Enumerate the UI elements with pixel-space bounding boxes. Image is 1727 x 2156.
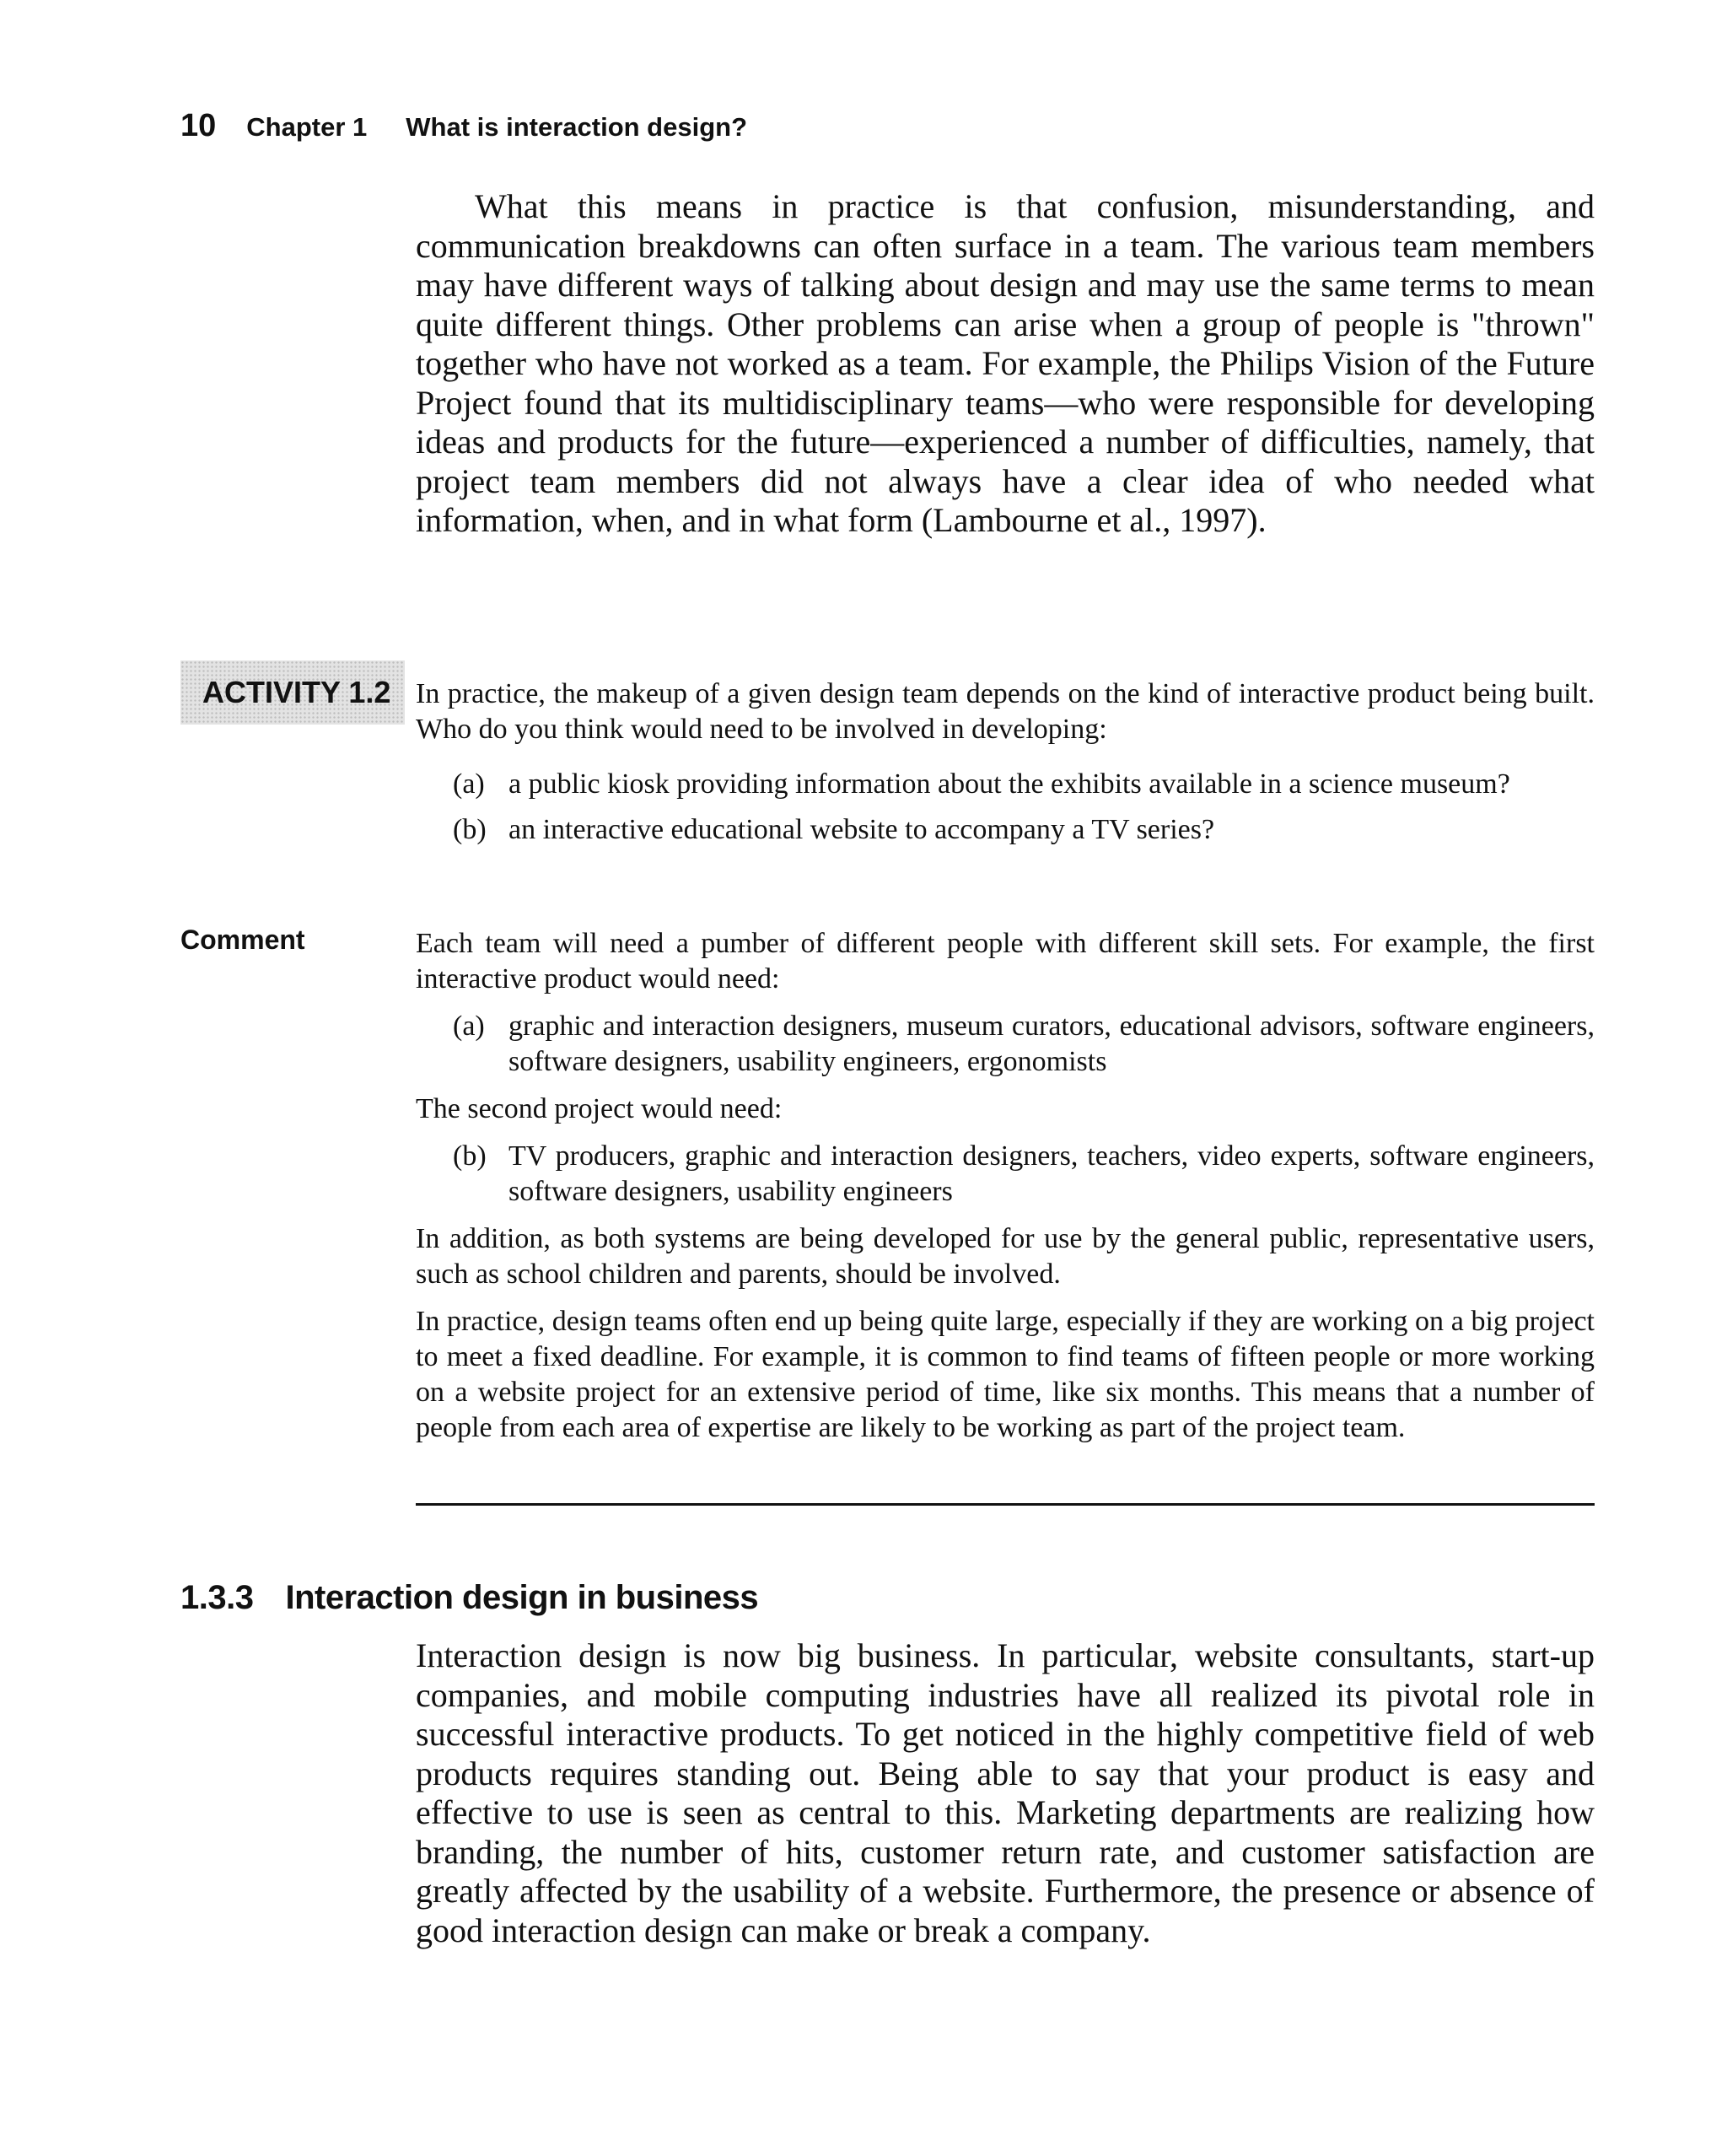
comment-paragraph: In practice, design teams often end up being quite large, especially if they are working on a big project to meet a fixed deadline. For example, it is common to find teams of fifteen people or more working on a website project for an extensive period of time, like six months. This means that a number of people from each area of expertise are likely to be working as part of the project team. [416, 1306, 1595, 1443]
list-item-text: TV producers, graphic and interaction designers, teachers, video experts, software engineers, software designers, usability engineers [508, 1140, 1595, 1207]
intro-paragraph: What this means in practice is that confusion, misunderstanding, and communication breakdowns can often surface in a team. The various team members may have different ways of talking about design and may use the same terms to mean quite different things. Other problems can arise when a group of people is "thrown" together who have not worked as a team. For example, the Philips Vision of the Future Project found that its multidisciplinary teams—who were responsible for developing ideas and products for the future—experienced a number of difficulties, namely, that project team members did not always have a clear idea of who needed what information, when, and in what form (Lambourne et al., 1997). [416, 187, 1595, 539]
section-number: 1.3.3 [180, 1579, 254, 1616]
list-item [453, 767, 1595, 802]
list-marker: (b) [453, 814, 487, 845]
comment-label: Comment [180, 924, 305, 955]
activity-label: ACTIVITY 1.2 [180, 660, 405, 725]
list-item [453, 1139, 1595, 1210]
list-item-text: graphic and interaction designers, museum curators, educational advisors, software engineers, software designers, usability engineers, ergonomists [508, 1011, 1595, 1077]
list-item [453, 812, 1595, 848]
chapter-label: Chapter 1 [246, 112, 368, 142]
list-item-text: a public kiosk providing information about the exhibits available in a science museum? [508, 768, 1510, 800]
list-marker: (a) [453, 1011, 485, 1042]
list-marker: (b) [453, 1140, 487, 1172]
comment-intro: Each team will need a pumber of different people with different skill sets. For example, the first interactive product would need: [416, 928, 1595, 994]
comment-list-a [453, 1009, 1595, 1080]
activity-text: In practice, the makeup of a given design team depends on the kind of interactive product being built. Who do you think would need to be involved in developing: [416, 678, 1595, 745]
running-header [180, 108, 747, 144]
page-number: 10 [180, 108, 217, 143]
section-paragraph: Interaction design is now big business. In particular, website consultants, start-up companies, and mobile computing industries have all realized its pivotal role in successful interactive products. To get noticed in the highly competitive field of web products requires standing out. Being able to say that your product is easy and effective to use is seen as central to this. Marketing departments are realizing how branding, the number of hits, customer return rate, and customer satisfaction are greatly affected by the usability of a website. Furthermore, the presence or absence of good interaction design can make or break a company. [416, 1636, 1595, 1949]
comment-paragraph: In addition, as both systems are being developed for use by the general public, representative users, such as school children and parents, should be involved. [416, 1223, 1595, 1290]
list-item-text: an interactive educational website to accompany a TV series? [508, 814, 1215, 845]
comment-second-intro: The second project would need: [416, 1093, 783, 1124]
list-marker: (a) [453, 768, 485, 800]
chapter-title: What is interaction design? [406, 112, 748, 142]
section-heading [180, 1579, 758, 1617]
list-item [453, 1009, 1595, 1080]
activity-list [453, 767, 1595, 858]
comment-list-b [453, 1139, 1595, 1210]
comment-block [416, 926, 1595, 1458]
comment-end-rule [416, 1503, 1595, 1506]
section-title: Interaction design in business [285, 1579, 759, 1616]
